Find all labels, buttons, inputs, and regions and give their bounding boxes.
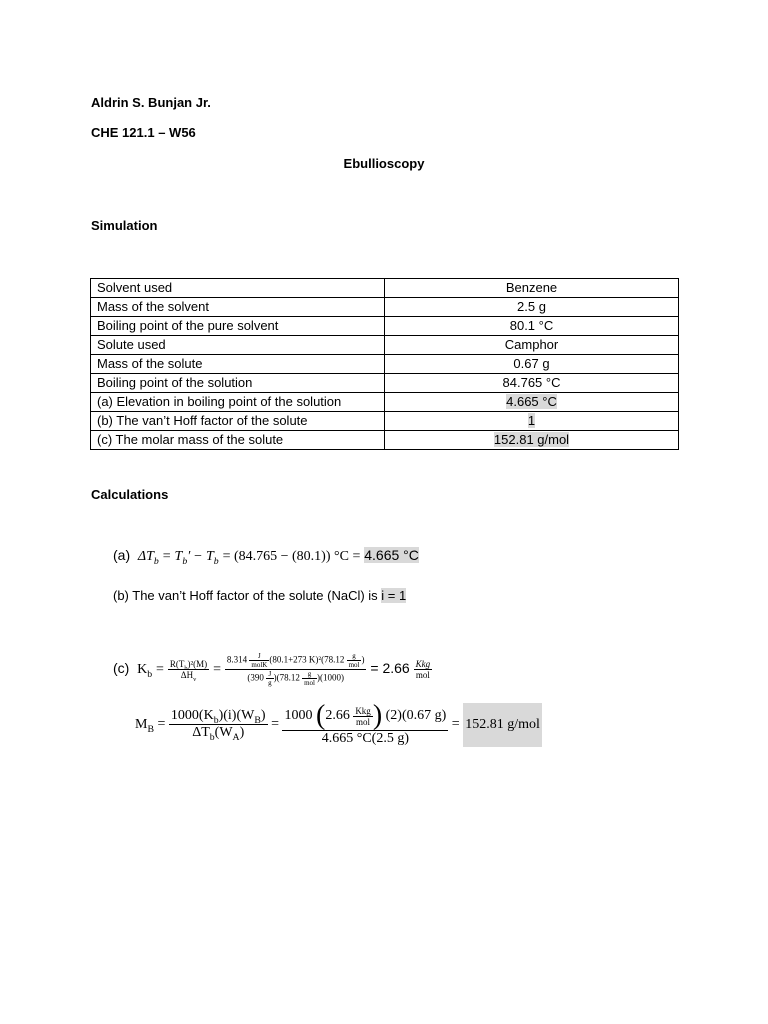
row-value-text: Benzene (505, 280, 558, 295)
table-row (91, 355, 679, 374)
eq-c-fraction-2: 8.314 $\frac{J}{\text{molK}}$ (80.1+273 K)²(78.12 $\frac{g}{\text{mol}}$ ) (390 $\frac{J}{g}$ )(78.12 $\frac{g}{\text{mol}}$ )(1000) (226, 652, 365, 687)
eq-mb-equals-3: = (451, 716, 460, 732)
table-row (91, 393, 679, 412)
equation-b (113, 588, 406, 603)
equation-c (113, 652, 432, 687)
eq-a-tprime: $T_b'$ (174, 549, 191, 567)
row-value (385, 393, 679, 412)
eq-c-label: (c) (113, 660, 130, 677)
table-row (91, 412, 679, 431)
row-value (385, 431, 679, 450)
table-row (91, 298, 679, 317)
row-value-text: 84.765 °C (502, 375, 561, 390)
eq-mb-result: 152.81 g/mol (463, 703, 542, 747)
row-value-text: 152.81 g/mol (493, 432, 570, 447)
table-row (91, 336, 679, 355)
eq-a-minus: − (194, 549, 203, 564)
row-value (385, 298, 679, 317)
row-value-text: 80.1 °C (509, 318, 554, 333)
row-label: (b) The van’t Hoff factor of the solute (91, 412, 385, 431)
table-row (91, 317, 679, 336)
eq-a-equals: = (162, 549, 171, 564)
row-value (385, 412, 679, 431)
row-value (385, 355, 679, 374)
eq-mb-lhs: $M_B$ (135, 716, 154, 735)
simulation-table (90, 278, 679, 450)
equation-molar-mass (135, 702, 542, 747)
row-label: Solute used (91, 336, 385, 355)
eq-c-kb: $K_b$ (137, 662, 153, 680)
eq-c-equals-2: = (213, 662, 221, 678)
eq-c-fraction-1: $\frac{R(T_b)^2(M)}{\Delta H_v}$ (169, 659, 208, 683)
eq-a-label: (a) (113, 547, 131, 563)
row-label: Solvent used (91, 279, 385, 298)
row-value-text: 0.67 g (513, 356, 550, 371)
eq-a-lhs: $\Delta T_b$ (137, 549, 159, 567)
row-label: Boiling point of the pure solvent (91, 317, 385, 336)
document-title: Ebullioscopy (343, 156, 425, 171)
table-row (91, 279, 679, 298)
row-label: Boiling point of the solution (91, 374, 385, 393)
row-label: (c) The molar mass of the solute (91, 431, 385, 450)
eq-a-t: $T_b$ (205, 549, 219, 567)
eq-a-result: 4.665 °C (364, 547, 419, 563)
table-row (91, 431, 679, 450)
course-code: CHE 121.1 – W56 (91, 125, 196, 140)
eq-mb-equals-1: = (157, 716, 166, 732)
row-label: Mass of the solvent (91, 298, 385, 317)
calculations-heading: Calculations (91, 487, 169, 502)
row-value (385, 374, 679, 393)
row-label: Mass of the solute (91, 355, 385, 374)
eq-c-unit: $\frac{\text{Kkg}}{\text{mol}}$ (415, 659, 431, 680)
eq-mb-fraction-1: $\frac{1000(K_b)(i)(W_B)}{\Delta T_b(W_A)}$ (170, 708, 266, 743)
eq-mb-fraction-2: 1000 (2.66 $\frac{\text{Kkg}}{\text{mol}}$ ) (2)(0.67 g) 4.665 °C(2.5 g) (284, 700, 447, 746)
row-value-text: 1 (527, 413, 536, 428)
simulation-heading: Simulation (91, 218, 158, 233)
row-value (385, 317, 679, 336)
eq-b-text: (b) The van’t Hoff factor of the solute (NaCl) is (113, 588, 382, 603)
eq-a-expression: = (84.765 − (80.1)) °C = (222, 549, 361, 564)
row-value (385, 279, 679, 298)
row-value (385, 336, 679, 355)
row-label: (a) Elevation in boiling point of the solution (91, 393, 385, 412)
author-name: Aldrin S. Bunjan Jr. (91, 95, 211, 110)
eq-c-equals-1: = (156, 662, 164, 678)
eq-c-result: = 2.66 (370, 660, 410, 677)
table-row (91, 374, 679, 393)
row-value-text: Camphor (504, 337, 559, 352)
equation-a (113, 547, 419, 565)
eq-mb-equals-2: = (271, 716, 279, 732)
row-value-text: 4.665 °C (506, 394, 557, 409)
eq-b-result: i = 1 (381, 588, 407, 603)
row-value-text: 2.5 g (517, 299, 546, 314)
